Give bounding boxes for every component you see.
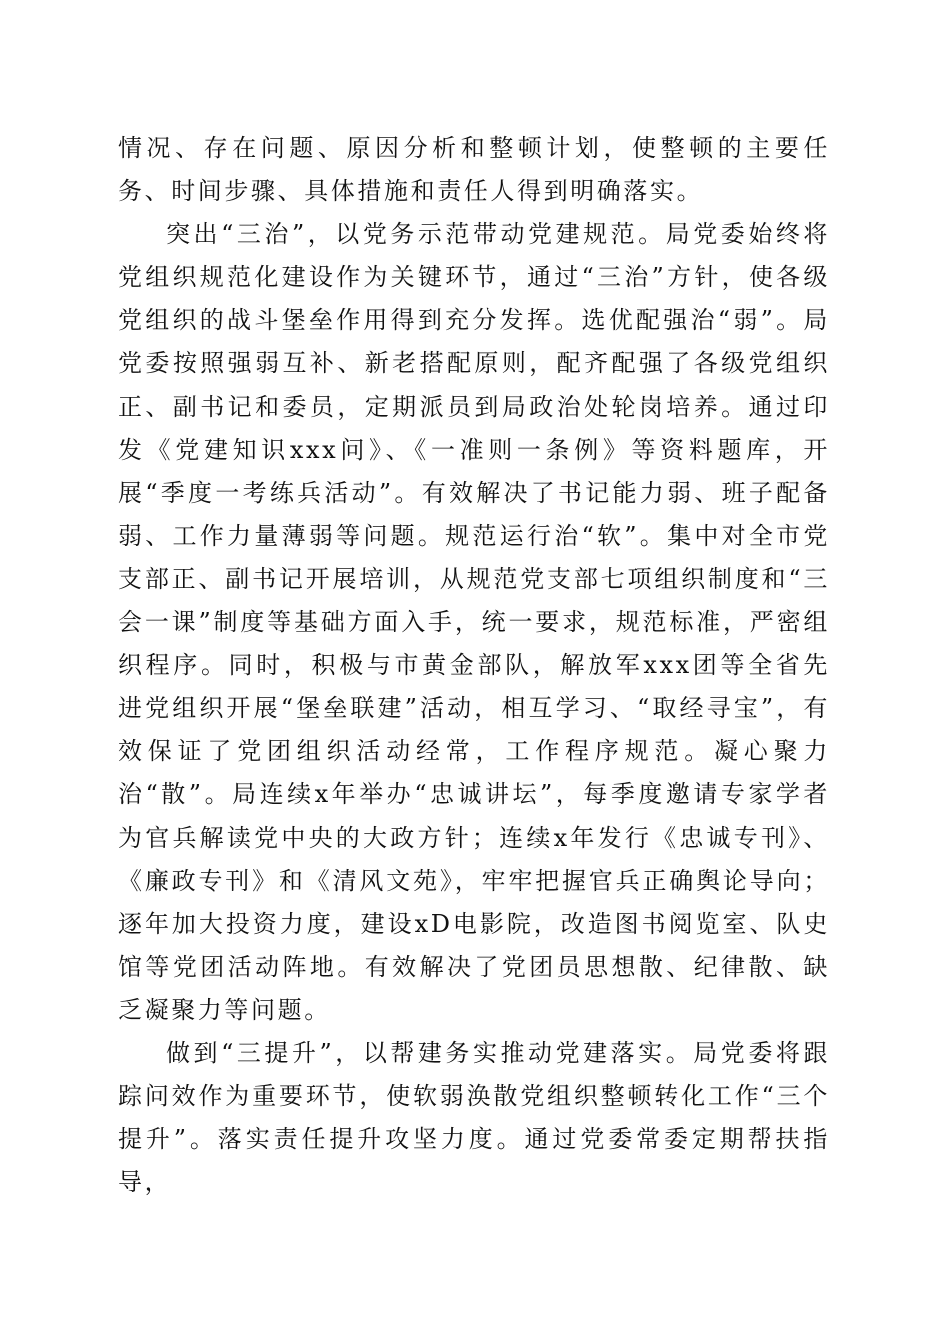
paragraph-continuation: 情况、存在问题、原因分析和整顿计划，使整顿的主要任务、时间步骤、具体措施和责任人得到明确落实。 — [118, 134, 830, 206]
body-text — [118, 127, 830, 1204]
paragraph-san-zhi: 突出“三治”，以党务示范带动党建规范。局党委始终将党组织规范化建设作为关键环节，通过“三治”方针，使各级党组织的战斗堡垒作用得到充分发挥。选优配强治“弱”。局党委按照强弱互补、新老搭配原则，配齐配强了各级党组织正、副书记和委员，定期派员到局政治处轮岗培养。通过印发《党建知识xxx问》、《一准则一条例》等资料题库，开展“季度一考练兵活动”。有效解决了书记能力弱、班子配备弱、工作力量薄弱等问题。规范运行治“软”。集中对全市党支部正、副书记开展培训，从规范党支部七项组织制度和“三会一课”制度等基础方面入手，统一要求，规范标准，严密组织程序。同时，积极与市黄金部队，解放军xxx团等全省先进党组织开展“堡垒联建”活动，相互学习、“取经寻宝”，有效保证了党团组织活动经常，工作程序规范。凝心聚力治“散”。局连续x年举办“忠诚讲坛”，每季度邀请专家学者为官兵解读党中央的大政方针；连续x年发行《忠诚专刊》、《廉政专刊》和《清风文苑》，牢牢把握官兵正确舆论导向；逐年加大投资力度，建设xD电影院，改造图书阅览室、队史馆等党团活动阵地。有效解决了党团员思想散、纪律散、缺乏凝聚力等问题。 — [118, 220, 830, 1024]
paragraph-san-tisheng: 做到“三提升”，以帮建务实推动党建落实。局党委将跟踪问效作为重要环节，使软弱涣散党组织整顿转化工作“三个提升”。落实责任提升攻坚力度。通过党委常委定期帮扶指导， — [118, 1038, 830, 1197]
